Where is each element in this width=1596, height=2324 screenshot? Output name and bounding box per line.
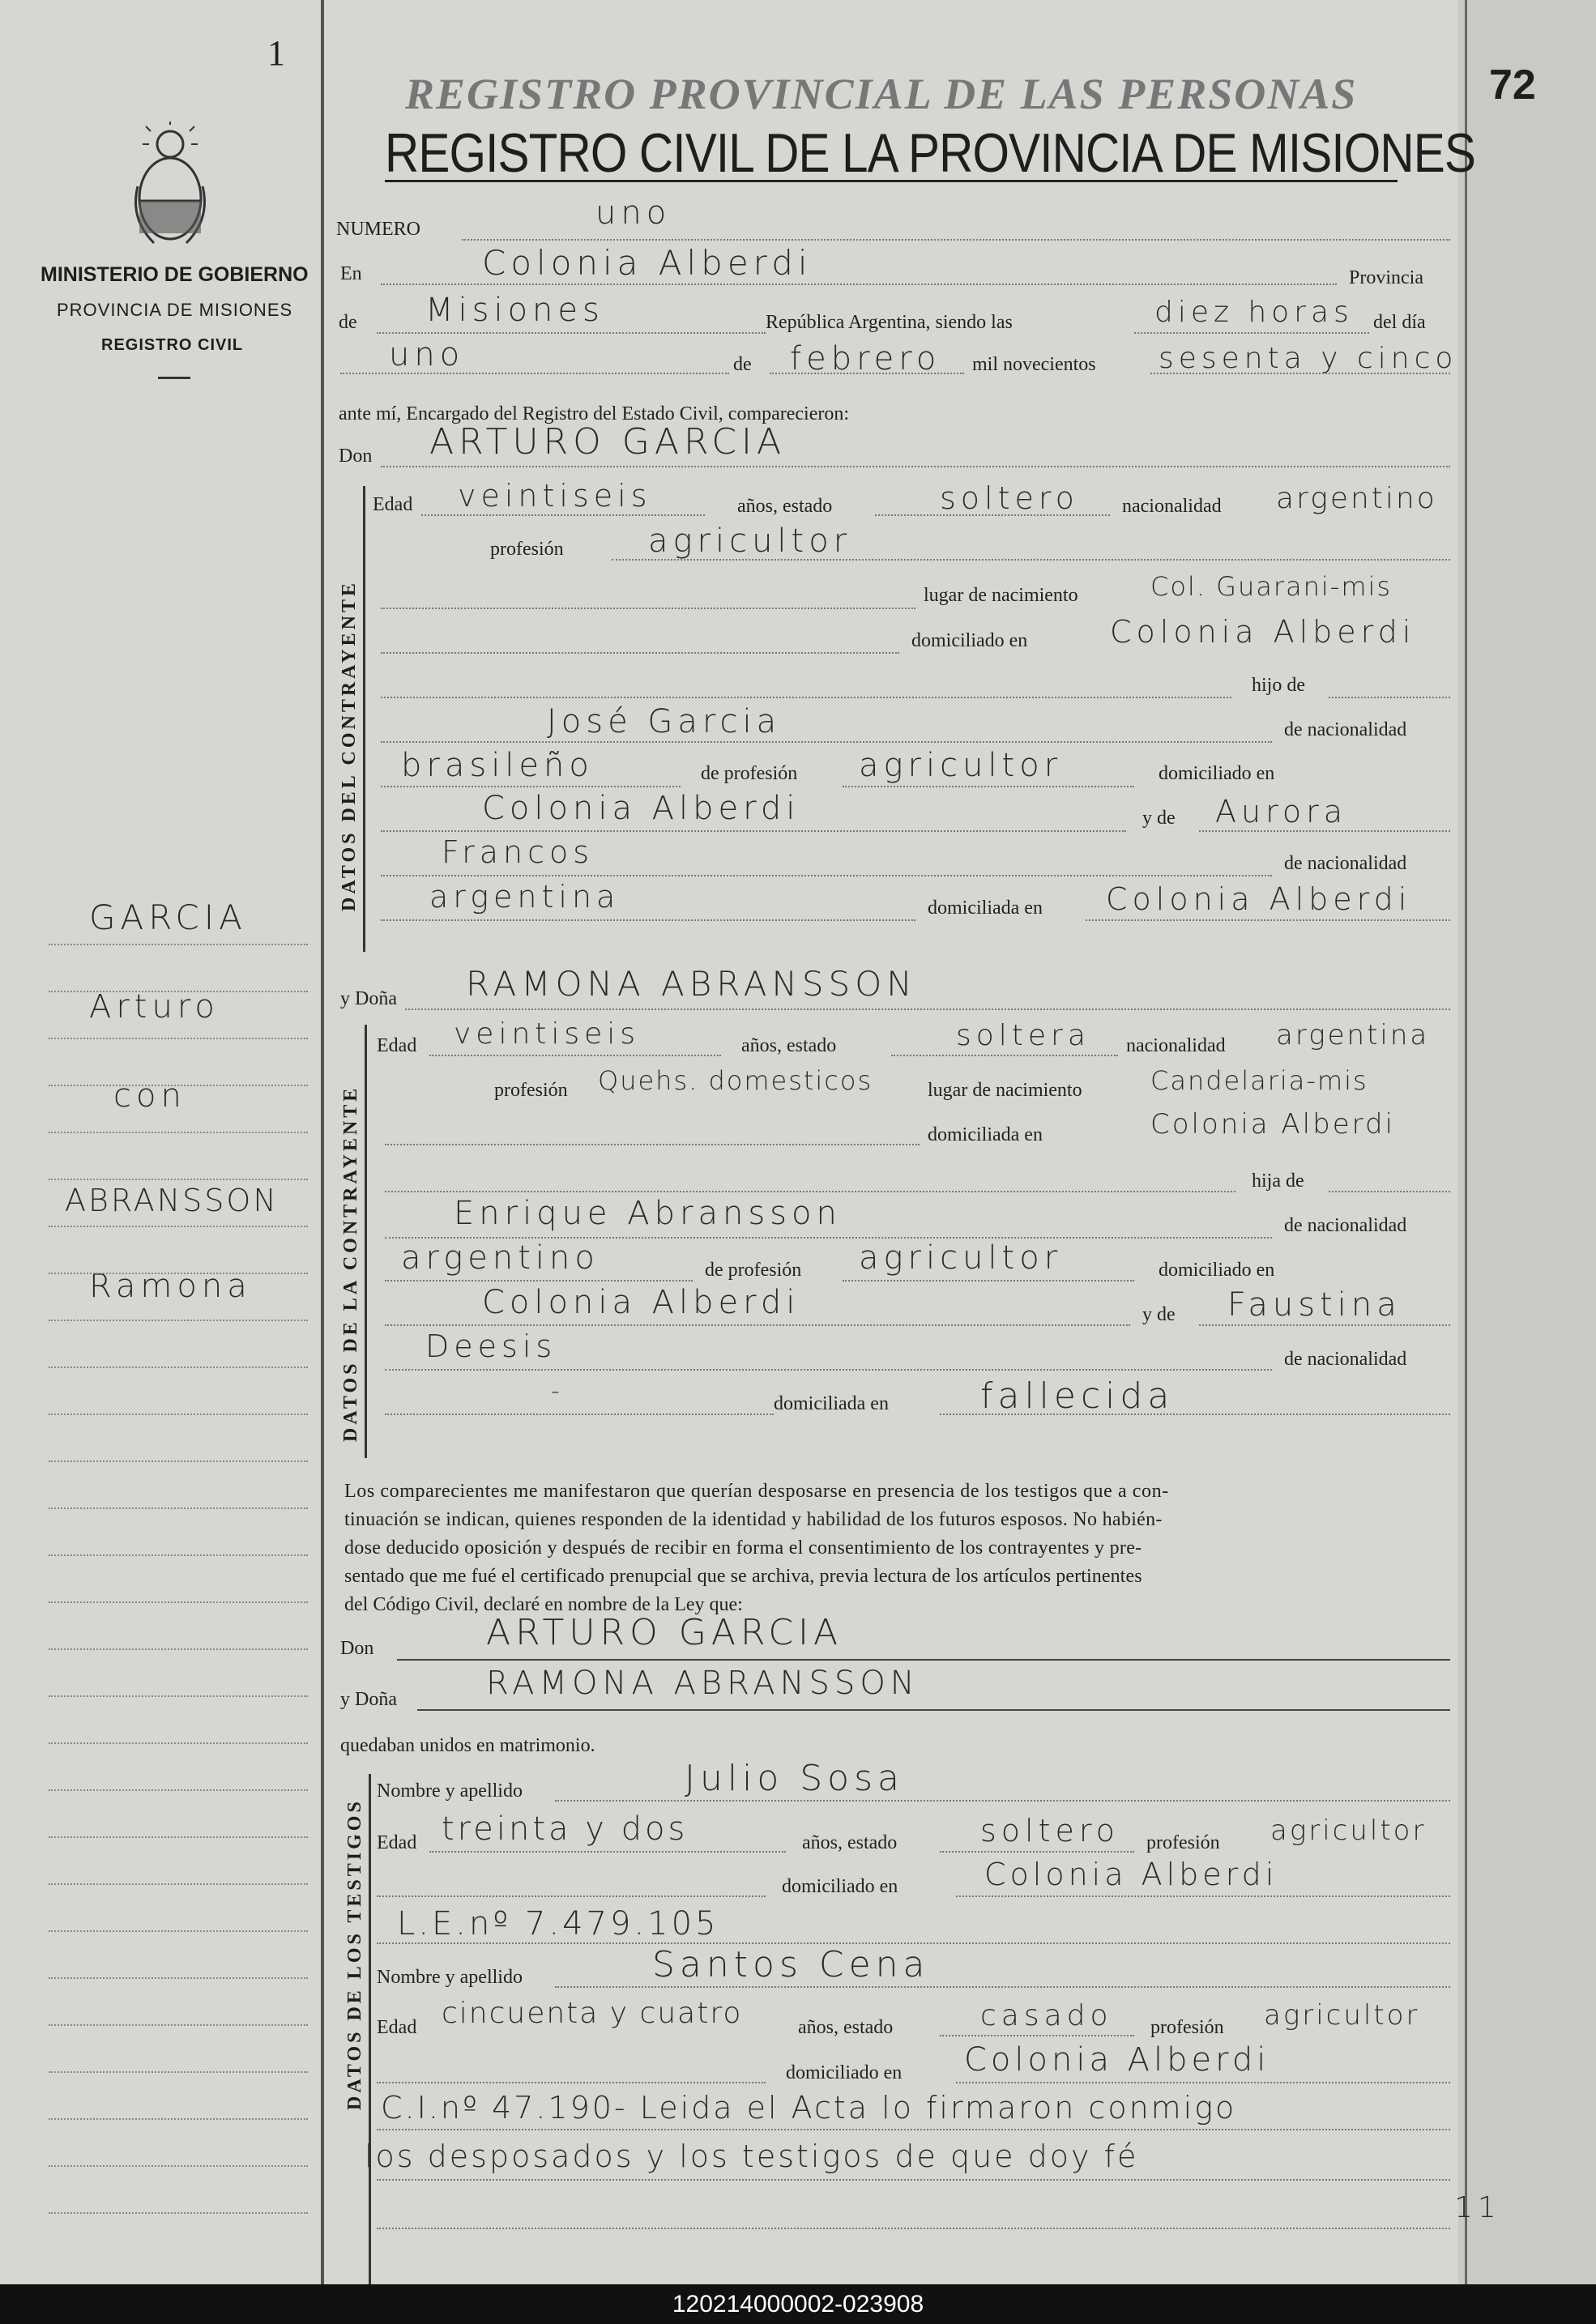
witness-side-label: DATOS DE LOS TESTIGOS bbox=[344, 1798, 365, 2110]
groom-lugar-nac: Col. Guarani-mis bbox=[1150, 571, 1393, 602]
bride-mother: Faustina bbox=[1227, 1286, 1402, 1324]
groom-name: ARTURO GARCIA bbox=[429, 421, 787, 463]
coat-of-arms-icon bbox=[122, 122, 219, 251]
margin-rule bbox=[49, 1742, 308, 1744]
margin-rule bbox=[49, 2118, 308, 2120]
hora-value: diez horas bbox=[1154, 296, 1354, 329]
bride-edad-label: Edad bbox=[377, 1035, 417, 1056]
right-edge bbox=[1458, 0, 1596, 2284]
margin-rule bbox=[49, 1414, 308, 1415]
bride-name: RAMONA ABRANSSON bbox=[466, 964, 917, 1004]
t1-profesion: agricultor bbox=[1270, 1814, 1427, 1847]
t2-profesion: agricultor bbox=[1264, 1999, 1420, 2032]
bride-mother-dom-label: domiciliada en bbox=[774, 1393, 889, 1414]
margin-rule bbox=[49, 1179, 308, 1180]
bride-mother-dom: fallecida bbox=[980, 1375, 1175, 1417]
margin-note-con: con bbox=[113, 1077, 186, 1115]
bride-lugar-label: lugar de nacimiento bbox=[928, 1080, 1082, 1101]
margin-rule bbox=[49, 1883, 308, 1885]
t1-edad-label: Edad bbox=[377, 1832, 417, 1853]
groom-father-prof: agricultor bbox=[859, 747, 1063, 784]
bride-edad: veintiseis bbox=[454, 1017, 641, 1051]
margin-rule bbox=[49, 1460, 308, 1462]
margin-separator bbox=[321, 0, 324, 2284]
groom-hijo-label: hijo de bbox=[1252, 675, 1305, 696]
groom-dom-label: domiciliado en bbox=[911, 630, 1028, 651]
decl-don-name: ARTURO GARCIA bbox=[486, 1612, 843, 1653]
province-name: PROVINCIA DE MISIONES bbox=[57, 300, 293, 320]
republica-label: República Argentina, siendo las bbox=[766, 312, 1013, 333]
document-heading: REGISTRO CIVIL DE LA PROVINCIA DE MISIONES bbox=[385, 122, 1476, 184]
bride-nacionalidad: argentina bbox=[1276, 1019, 1430, 1051]
margin-rule bbox=[49, 2071, 308, 2073]
numero-value: uno bbox=[595, 194, 672, 232]
bride-lugar-nac: Candelaria-mis bbox=[1150, 1065, 1368, 1096]
groom-nac-label: nacionalidad bbox=[1122, 496, 1222, 517]
provincia-label: Provincia bbox=[1349, 267, 1423, 288]
t2-estado: casado bbox=[980, 1999, 1113, 2032]
declaration-line-3: dose deducido oposición y después de recibir en forma el consentimiento de los contrayentes y pre- bbox=[344, 1537, 1142, 1559]
t2-edad: cincuenta y cuatro bbox=[442, 1997, 743, 2030]
groom-bracket bbox=[363, 486, 365, 952]
t2-dom-label: domiciliado en bbox=[786, 2062, 903, 2083]
t1-estado: soltero bbox=[980, 1813, 1120, 1849]
mes-value: febrero bbox=[790, 340, 941, 377]
groom-prof-label: profesión bbox=[490, 539, 564, 560]
registry-name: REGISTRO CIVIL bbox=[101, 336, 244, 354]
margin-rule bbox=[49, 1601, 308, 1603]
bride-father-nac-label: de nacionalidad bbox=[1284, 1215, 1407, 1236]
groom-father-dom: Colonia Alberdi bbox=[482, 790, 800, 827]
groom-estado-label: años, estado bbox=[737, 496, 833, 517]
de-mes-label: de bbox=[733, 354, 752, 375]
declaration-line-1: Los comparecientes me manifestaron que querían desposarse en presencia de los testigos que a con- bbox=[344, 1481, 1169, 1502]
groom-mother-dom: Colonia Alberdi bbox=[1106, 881, 1412, 917]
closing-line-2: los desposados y los testigos de que doy fé bbox=[365, 2139, 1139, 2174]
sidebar-rule bbox=[158, 377, 190, 379]
margin-rule bbox=[49, 1648, 308, 1650]
t2-domicilio: Colonia Alberdi bbox=[964, 2041, 1270, 2079]
groom-father-nac-label: de nacionalidad bbox=[1284, 719, 1407, 740]
groom-domicilio: Colonia Alberdi bbox=[1110, 614, 1416, 650]
bride-y-de-label: y de bbox=[1142, 1304, 1176, 1325]
margin-rule bbox=[49, 1836, 308, 1838]
margin-rule bbox=[49, 991, 308, 992]
t1-estado-label: años, estado bbox=[802, 1832, 898, 1853]
bride-father-dom-label: domiciliado en bbox=[1159, 1260, 1275, 1281]
don-label: Don bbox=[339, 446, 373, 467]
t2-nombre-label: Nombre y apellido bbox=[377, 1967, 523, 1988]
bride-hija-label: hija de bbox=[1252, 1171, 1304, 1192]
groom-mother: Aurora bbox=[1215, 794, 1348, 829]
t1-nombre: Julio Sosa bbox=[685, 1758, 904, 1799]
t1-edad: treinta y dos bbox=[442, 1810, 689, 1848]
bride-father-prof-label: de profesión bbox=[705, 1260, 802, 1281]
groom-mother-nac: argentina bbox=[429, 879, 621, 915]
t1-prof-label: profesión bbox=[1146, 1832, 1220, 1853]
margin-rule bbox=[49, 1226, 308, 1227]
t2-nombre: Santos Cena bbox=[652, 1944, 930, 1985]
margin-rule bbox=[49, 1367, 308, 1368]
margin-rule bbox=[49, 1273, 308, 1274]
decl-dona-name: RAMONA ABRANSSON bbox=[486, 1665, 920, 1702]
declaration-line-2: tinuación se indican, quienes responden de la identidad y habilidad de los futuros esposos. No habién- bbox=[344, 1509, 1163, 1530]
t2-edad-label: Edad bbox=[377, 2017, 417, 2038]
margin-rule bbox=[49, 1085, 308, 1086]
groom-edad: veintiseis bbox=[458, 478, 652, 514]
anio-value: sesenta y cinco bbox=[1159, 342, 1458, 375]
bride-dom-label: domiciliada en bbox=[928, 1124, 1043, 1145]
groom-edad-label: Edad bbox=[373, 494, 413, 515]
decl-don-label: Don bbox=[340, 1638, 374, 1659]
margin-rule bbox=[49, 1132, 308, 1133]
groom-father-dom-label: domiciliado en bbox=[1159, 763, 1275, 784]
margin-rule bbox=[49, 1507, 308, 1509]
numero-label: NUMERO bbox=[336, 219, 421, 240]
groom-y-de-label: y de bbox=[1142, 808, 1176, 829]
t1-documento: L.E.nº 7.479.105 bbox=[397, 1905, 719, 1942]
ministry-name: MINISTERIO DE GOBIERNO bbox=[41, 263, 309, 286]
groom-side-label: DATOS DEL CONTRAYENTE bbox=[339, 580, 360, 911]
provincia-value: Misiones bbox=[425, 292, 604, 329]
margin-rule bbox=[49, 2024, 308, 2026]
groom-lugar-label: lugar de nacimiento bbox=[924, 585, 1078, 606]
t2-estado-label: años, estado bbox=[798, 2017, 894, 2038]
bride-domicilio: Colonia Alberdi bbox=[1150, 1108, 1396, 1141]
bride-mother-nac-label: de nacionalidad bbox=[1284, 1349, 1407, 1370]
groom-father-nac: brasileño bbox=[401, 747, 594, 784]
bride-side-label: DATOS DE LA CONTRAYENTE bbox=[340, 1085, 361, 1442]
bride-father-dom: Colonia Alberdi bbox=[482, 1284, 800, 1321]
bride-mother-nac: - bbox=[551, 1377, 565, 1405]
de-label: de bbox=[339, 312, 357, 333]
dona-label: y Doña bbox=[340, 988, 397, 1009]
t2-prof-label: profesión bbox=[1150, 2017, 1224, 2038]
t1-domicilio: Colonia Alberdi bbox=[984, 1857, 1278, 1892]
top-left-mark: 1 bbox=[267, 33, 285, 73]
lugar-value: Colonia Alberdi bbox=[482, 243, 813, 283]
bride-mother-surname: Deesis bbox=[425, 1328, 557, 1364]
en-label: En bbox=[340, 263, 362, 284]
bride-prof-label: profesión bbox=[494, 1080, 568, 1101]
heading-underline bbox=[385, 180, 1398, 182]
bride-estado: soltera bbox=[956, 1019, 1090, 1052]
groom-father-prof-label: de profesión bbox=[701, 763, 798, 784]
witness-bracket bbox=[369, 1774, 371, 2292]
groom-mother-dom-label: domiciliada en bbox=[928, 898, 1043, 919]
groom-mother-nac-label: de nacionalidad bbox=[1284, 853, 1407, 874]
decl-dona-label: y Doña bbox=[340, 1689, 397, 1710]
del-dia-label: del día bbox=[1373, 312, 1426, 333]
bride-father-prof: agricultor bbox=[859, 1239, 1063, 1277]
groom-nacionalidad: argentino bbox=[1276, 482, 1437, 515]
margin-rule bbox=[49, 1789, 308, 1791]
margin-rule bbox=[49, 2165, 308, 2167]
closing-line-1: C.I.nº 47.190- Leida el Acta lo firmaron conmigo bbox=[381, 2090, 1237, 2126]
dia-value: uno bbox=[389, 336, 465, 373]
groom-profesion: agricultor bbox=[648, 522, 852, 560]
footer-id: 120214000002-023908 bbox=[0, 2284, 1596, 2324]
ante-label: ante mí, Encargado del Registro del Estado Civil, comparecieron: bbox=[339, 403, 850, 424]
margin-rule bbox=[49, 944, 308, 945]
declaration-line-4: sentado que me fué el certificado prenupcial que se archiva, previa lectura de los artículos pertinentes bbox=[344, 1566, 1142, 1587]
bride-father: Enrique Abransson bbox=[454, 1195, 842, 1232]
page-number: 72 bbox=[1489, 62, 1536, 109]
margin-rule bbox=[49, 1038, 308, 1039]
bride-father-nac: argentino bbox=[401, 1239, 600, 1277]
unidos-text: quedaban unidos en matrimonio. bbox=[340, 1735, 595, 1756]
registry-stamp: REGISTRO PROVINCIAL DE LAS PERSONAS bbox=[405, 70, 1358, 118]
groom-estado: soltero bbox=[940, 480, 1079, 516]
edge-separator bbox=[1465, 0, 1467, 2284]
margin-note-surname: GARCIA bbox=[89, 898, 247, 937]
bride-estado-label: años, estado bbox=[741, 1035, 837, 1056]
bride-profesion: Quehs. domesticos bbox=[598, 1065, 873, 1096]
t1-nombre-label: Nombre y apellido bbox=[377, 1780, 523, 1802]
margin-rule bbox=[49, 2212, 308, 2214]
groom-father: José Garcia bbox=[547, 703, 782, 740]
margin-note-bride-name: Ramona bbox=[89, 1268, 252, 1305]
margin-note-bride-surname: ABRANSSON bbox=[65, 1183, 279, 1218]
margin-rule bbox=[49, 1554, 308, 1556]
groom-mother-surname: Francos bbox=[442, 834, 595, 870]
bride-bracket bbox=[365, 1025, 367, 1458]
mil-label: mil novecientos bbox=[972, 354, 1096, 375]
declaration-line-5: del Código Civil, declaré en nombre de la Ley que: bbox=[344, 1594, 743, 1615]
margin-note-name: Arturo bbox=[89, 988, 220, 1026]
margin-rule bbox=[49, 1320, 308, 1321]
bottom-mark: 11 bbox=[1454, 2191, 1501, 2224]
margin-rule bbox=[49, 1695, 308, 1697]
t1-dom-label: domiciliado en bbox=[782, 1876, 898, 1897]
margin-rule bbox=[49, 1930, 308, 1932]
margin-rule bbox=[49, 1977, 308, 1979]
bride-nac-label: nacionalidad bbox=[1126, 1035, 1226, 1056]
